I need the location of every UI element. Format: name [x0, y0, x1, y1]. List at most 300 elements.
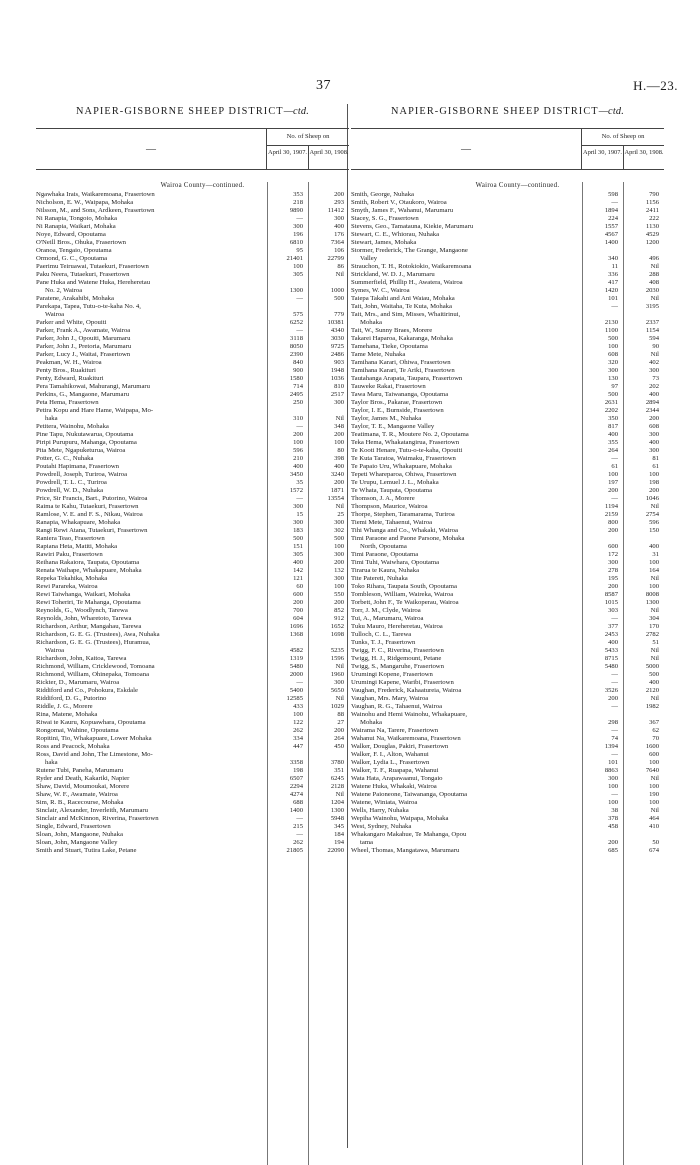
sheep-1908-value: 86 — [337, 263, 344, 270]
table-row — [351, 407, 664, 415]
owner-name — [351, 295, 582, 303]
sheep-1907-value: 11 — [611, 263, 618, 270]
table-row — [36, 455, 349, 463]
sheep-1908-value: 408 — [649, 279, 659, 286]
sheep-1907-value: 200 — [608, 527, 618, 534]
sheep-1908-value: Nil — [335, 663, 344, 670]
owner-name — [351, 655, 582, 663]
sheep-1908-value: 3240 — [330, 471, 344, 478]
sheep-1908-value: 1982 — [645, 703, 659, 710]
sheep-1907-value: 1400 — [604, 239, 618, 246]
table-row — [36, 623, 349, 631]
sheep-1908-value: 300 — [649, 367, 659, 374]
owner-name-text: Tamihana Karari, Ohiwa, Frasertown — [351, 359, 451, 366]
sheep-1908-value: 200 — [649, 415, 659, 422]
sheep-1908-value: 11412 — [327, 207, 344, 214]
table-row — [36, 239, 349, 247]
sheep-1908-value: 500 — [334, 535, 344, 542]
sheep-1907-value: 305 — [293, 551, 303, 558]
sheep-1907-value: 196 — [293, 231, 303, 238]
owner-name-text: Tamihana Karari, Te Ariki, Frasertown — [351, 367, 455, 374]
table-row — [351, 295, 664, 303]
sheep-1907-value: — — [611, 727, 618, 734]
sheep-1908-value: 8008 — [645, 591, 659, 598]
sheep-1907-value: 350 — [608, 415, 618, 422]
owner-name-text: Ni Ranapia, Tongoio, Mohaka — [36, 215, 117, 222]
sheep-1907-value: — — [296, 423, 303, 430]
owner-name — [36, 695, 267, 703]
table-row — [351, 335, 664, 343]
sheep-1908-value: 1698 — [330, 631, 344, 638]
sheep-1907-value: 9890 — [289, 207, 303, 214]
sheep-1908-value: 300 — [334, 551, 344, 558]
owner-name — [351, 615, 582, 623]
sheep-1908-value: 5948 — [330, 815, 344, 822]
sheep-1907-value: 101 — [608, 759, 618, 766]
sheep-1908-value: 1036 — [330, 375, 344, 382]
owner-name-text: Single, Edward, Frasertown — [36, 823, 111, 830]
sheep-1907-value: 100 — [293, 439, 303, 446]
sheep-1908-value: Nil — [650, 807, 659, 814]
sheep-1908-value: Nil — [650, 607, 659, 614]
sheep-1907-value: 433 — [293, 703, 303, 710]
owner-name — [36, 351, 267, 359]
table-row — [351, 727, 664, 735]
owner-name — [351, 847, 582, 855]
owner-name — [36, 431, 267, 439]
table-row — [36, 847, 349, 855]
owner-name-text: Rewi Parareka, Wairoa — [36, 583, 98, 590]
sheep-1908-value: 176 — [334, 231, 344, 238]
sheep-1907-value: 200 — [608, 487, 618, 494]
owner-name-text: Tuku Mauro, Hereheretau, Wairoa — [351, 623, 443, 630]
sheep-1907-value: 151 — [293, 543, 303, 550]
table-row — [351, 695, 664, 703]
owner-name — [36, 335, 267, 343]
owner-name — [36, 231, 267, 239]
table-row — [351, 535, 664, 551]
sheep-1908-value: 25 — [337, 511, 344, 518]
sheep-1908-value: 4340 — [330, 327, 344, 334]
sheep-1908-value: 200 — [334, 599, 344, 606]
sheep-1907-value: 600 — [293, 591, 303, 598]
owner-name-text: Vaughan, Frederick, Kahaatureia, Wairoa — [351, 687, 462, 694]
sheep-1907-value: 6810 — [289, 239, 303, 246]
sheep-1908-value: Nil — [335, 415, 344, 422]
owner-name-text: Ross and Peacock, Mohaka — [36, 743, 110, 750]
owner-name-text: Twigg, S., Mangaruhe, Frasertown — [351, 663, 444, 670]
sheep-1907-value: 598 — [608, 191, 618, 198]
sheep-1908-value: 4529 — [645, 231, 659, 238]
sheep-1907-value: — — [296, 831, 303, 838]
table-row — [351, 607, 664, 615]
sheep-1908-value: 464 — [649, 815, 659, 822]
sheep-1907-value: 200 — [608, 583, 618, 590]
owner-name — [36, 367, 267, 375]
table-row — [351, 503, 664, 511]
sheep-1907-value: 101 — [608, 295, 618, 302]
table-row — [36, 559, 349, 567]
sheep-1907-value: 5400 — [289, 687, 303, 694]
owner-name-text: Takarei Haparoa, Kakaranga, Mohaka — [351, 335, 453, 342]
table-row — [36, 263, 349, 271]
table-row — [351, 191, 664, 199]
sheep-1907-value: — — [296, 215, 303, 222]
sheep-1908-value: 550 — [334, 591, 344, 598]
table-body — [36, 182, 349, 855]
table-row — [36, 663, 349, 671]
sheep-1907-value: — — [611, 751, 618, 758]
sheep-1907-value: 264 — [608, 447, 618, 454]
owner-name-text: Wells, Harry, Nuhaka — [351, 807, 409, 814]
table-row — [36, 359, 349, 367]
sheep-1907-value: 15 — [296, 511, 303, 518]
owner-name-text: Walker, F. I., Alton, Wahanui — [351, 751, 429, 758]
year-1908-header: April 30, 1908. — [308, 146, 349, 169]
sheep-1908-value: 500 — [334, 295, 344, 302]
table-row — [36, 735, 349, 743]
sheep-1908-value: 2411 — [646, 207, 659, 214]
table-row — [36, 639, 349, 655]
table-row — [351, 263, 664, 271]
owner-name — [36, 391, 267, 399]
owner-name-text: Wata Hata, Arapawaanui, Tongaio — [351, 775, 443, 782]
owner-name — [36, 575, 267, 583]
owner-name — [36, 423, 267, 431]
sheep-1907-value: 575 — [293, 311, 303, 318]
owner-name — [351, 479, 582, 487]
sheep-1908-value: 400 — [334, 223, 344, 230]
sheep-1907-value: — — [611, 671, 618, 678]
owner-name — [351, 527, 582, 535]
table-row — [351, 351, 664, 359]
table-row — [351, 447, 664, 455]
table-row — [351, 559, 664, 567]
sheep-1908-value: 22799 — [327, 255, 344, 262]
owner-name — [36, 687, 267, 695]
sheep-1908-value: 100 — [649, 759, 659, 766]
sheep-1908-value: 202 — [649, 383, 659, 390]
sheep-1907-value: 300 — [293, 519, 303, 526]
sheep-1907-value: 200 — [608, 839, 618, 846]
sheep-1907-value: 215 — [293, 823, 303, 830]
table-row — [36, 487, 349, 495]
table-row — [351, 751, 664, 759]
owner-name-text: Smith, Robert V., Otaukoro, Wairoa — [351, 199, 447, 206]
owner-name — [36, 807, 267, 815]
sheep-1907-value: 74 — [611, 735, 618, 742]
owner-name — [351, 831, 582, 847]
sheep-1907-value: 1319 — [289, 655, 303, 662]
owner-name — [351, 215, 582, 223]
sheep-1907-value: 100 — [608, 799, 618, 806]
owner-name — [36, 543, 267, 551]
table-row — [351, 575, 664, 583]
sheep-1908-value: 164 — [649, 567, 659, 574]
owner-name — [351, 623, 582, 631]
table-row — [351, 655, 664, 663]
table-row — [351, 823, 664, 831]
owner-name — [351, 279, 582, 287]
sheep-1907-value: 1572 — [289, 487, 303, 494]
owner-name — [351, 751, 582, 759]
owner-name — [351, 415, 582, 423]
owner-name-text: Rewi Taiwhanga, Waikari, Mohaka — [36, 591, 131, 598]
owner-name-text: Vaughan, Mrs. Mary, Wairoa — [351, 695, 429, 702]
sheep-1908-value: 200 — [334, 191, 344, 198]
sheep-1908-value: 100 — [649, 583, 659, 590]
owner-name — [351, 447, 582, 455]
sheep-1907-value: 8587 — [604, 591, 618, 598]
owner-name-text: Pera Tamahikowai, Mahurangi, Marumaru — [36, 383, 150, 390]
table-row — [351, 807, 664, 815]
owner-name — [36, 655, 267, 663]
table-row — [36, 191, 349, 199]
sheep-1907-value: 21805 — [286, 847, 303, 854]
owner-name — [36, 503, 267, 511]
owner-name-text: Shaw, David, Moumoukai, Morere — [36, 783, 130, 790]
table-row — [36, 751, 349, 767]
sheep-1908-value: 200 — [334, 479, 344, 486]
owner-name — [36, 591, 267, 599]
sheep-1907-value: 200 — [293, 431, 303, 438]
sheep-1907-value: 400 — [293, 463, 303, 470]
sheep-1908-value: 13554 — [327, 495, 344, 502]
sheep-1907-value: — — [611, 455, 618, 462]
owner-name — [351, 247, 582, 263]
sheep-1907-value: 1557 — [604, 223, 618, 230]
table-row — [36, 327, 349, 335]
sheep-1908-value: 3780 — [330, 759, 344, 766]
owner-name-text: Nicholson, E. W., Waipapa, Mohaka — [36, 199, 134, 206]
owner-name-text: Rongomai, Wahine, Opoutama — [36, 727, 119, 734]
table-row — [36, 567, 349, 575]
table-row — [351, 207, 664, 215]
table-row — [36, 367, 349, 375]
sheep-1907-value: 122 — [293, 719, 303, 726]
owner-name-text: Taiepa Takahi and Ani Waiau, Mohaka — [351, 295, 455, 302]
sheep-1908-value: 2894 — [645, 399, 659, 406]
sheep-count-header — [266, 129, 349, 169]
sheep-1908-value: 496 — [649, 255, 659, 262]
owner-name-text: Taylor Bros., Pakarae, Frasertown — [351, 399, 443, 406]
owner-name-text: Wepiha Wainohu, Waipapa, Mohaka — [351, 815, 449, 822]
sheep-1908-value: 6245 — [330, 775, 344, 782]
sheep-1908-value: 31 — [652, 551, 659, 558]
table-row — [36, 335, 349, 343]
owner-name-text: Riddle, J. G., Morere — [36, 703, 93, 710]
owner-name — [351, 663, 582, 671]
sheep-1908-value: 367 — [649, 719, 659, 726]
owner-name — [36, 511, 267, 519]
sheep-1908-value: 1046 — [645, 495, 659, 502]
sheep-1907-value: 2495 — [289, 391, 303, 398]
table-header — [351, 128, 664, 170]
owner-name-continuation: Valley — [360, 255, 378, 262]
owner-name-text: Thompson, Maurice, Wairoa — [351, 503, 428, 510]
sheep-1908-value: 596 — [649, 519, 659, 526]
owner-name-text: Richardson, John, Kaitoa, Tarewa — [36, 655, 127, 662]
sheep-1907-value: 4567 — [604, 231, 618, 238]
table-row — [36, 791, 349, 799]
sheep-1907-value: 224 — [608, 215, 618, 222]
sheep-1908-value: 450 — [334, 743, 344, 750]
county-subheading: Wairoa County—continued. — [475, 182, 560, 189]
sheep-1907-value: 5480 — [604, 663, 618, 670]
column-heading: NAPIER-GISBORNE SHEEP DISTRICT—ctd. — [76, 106, 309, 117]
owner-name-text: Piripi Purupuru, Mahanga, Opoutama — [36, 439, 137, 446]
sheep-1908-value: 300 — [649, 447, 659, 454]
sheep-1907-value: — — [611, 679, 618, 686]
owner-name — [36, 199, 267, 207]
owner-name-text: Ryder and Death, Kakariki, Napier — [36, 775, 130, 782]
owner-name-text: Tombleson, William, Waireka, Wairoa — [351, 591, 454, 598]
table-row — [36, 727, 349, 735]
table-row — [351, 631, 664, 639]
table-row — [36, 615, 349, 623]
table-row — [351, 639, 664, 647]
sheep-1907-value: 1894 — [604, 207, 618, 214]
owner-name-text: Tunks, T. J., Frasertown — [351, 639, 416, 646]
table-row — [351, 759, 664, 767]
sheep-1907-value: — — [296, 679, 303, 686]
owner-name-text: Powdrell, T. L. C., Turiroa — [36, 479, 107, 486]
sheep-1907-value: 400 — [608, 431, 618, 438]
table-row — [36, 543, 349, 551]
sheep-1907-value: 1420 — [604, 287, 618, 294]
owner-name-text: Walker, T. F., Ruapapa, Wahanui — [351, 767, 439, 774]
owner-name-text: Tulloch, C. L., Tarewa — [351, 631, 412, 638]
sheep-1908-value: 264 — [334, 735, 344, 742]
owner-name-text: Ramlose, V. E. and F. S., Nikau, Wairoa — [36, 511, 143, 518]
owner-name — [36, 447, 267, 455]
owner-name — [351, 791, 582, 799]
owner-name-text: Rawiri Paku, Frasertown — [36, 551, 103, 558]
sheep-1908-value: 345 — [334, 823, 344, 830]
table-row — [36, 767, 349, 775]
owner-name — [36, 487, 267, 495]
owner-name-text: Penty Bros., Ruakituri — [36, 367, 96, 374]
owner-name-text: Tite Patereti, Nuhaka — [351, 575, 408, 582]
owner-name — [36, 215, 267, 223]
owner-name — [36, 767, 267, 775]
sheep-1907-value: 500 — [608, 335, 618, 342]
sheep-1907-value: 1580 — [289, 375, 303, 382]
owner-name-text: Rutene Tubi, Paneha, Marumaru — [36, 767, 124, 774]
sheep-1908-value: 351 — [334, 767, 344, 774]
sheep-1907-value: 100 — [608, 471, 618, 478]
sheep-1908-value: 10381 — [327, 319, 344, 326]
owner-name — [36, 823, 267, 831]
owner-name — [351, 367, 582, 375]
county-subheading: Wairoa County—continued. — [160, 182, 245, 189]
owner-name — [351, 583, 582, 591]
sheep-1908-value: 100 — [649, 559, 659, 566]
table-row — [351, 471, 664, 479]
owner-name — [351, 759, 582, 767]
owner-name-text: Richardson, Arthur, Mangahau, Tarewa — [36, 623, 142, 630]
sheep-1908-value: 790 — [649, 191, 659, 198]
sheep-1907-value: 685 — [608, 847, 618, 854]
sheep-1907-value: 6507 — [289, 775, 303, 782]
sheep-1908-value: 7640 — [645, 767, 659, 774]
sheep-1908-value: 81 — [652, 455, 659, 462]
table-row — [351, 367, 664, 375]
owner-name — [36, 399, 267, 407]
owner-name-text: Peta Hema, Frasertown — [36, 399, 99, 406]
sheep-1908-value: 50 — [652, 839, 659, 846]
owner-name — [351, 535, 582, 551]
table-row — [36, 575, 349, 583]
sheep-1907-value: 1194 — [605, 503, 618, 510]
table-row — [351, 327, 664, 335]
owner-name-text: Timi Paraone, Opoutama — [351, 551, 419, 558]
sheep-1907-value: 100 — [608, 783, 618, 790]
owner-name-text: Pita Mete, Ngapuketurua, Wairoa — [36, 447, 126, 454]
table-row — [36, 479, 349, 487]
table-row — [36, 671, 349, 679]
sheep-1907-value: 334 — [293, 735, 303, 742]
owner-name-text: Parker, Lucy J., Waitai, Frasertown — [36, 351, 131, 358]
table-row — [351, 799, 664, 807]
sheep-1908-value: 2517 — [330, 391, 344, 398]
owner-name-text: Riwai te Kauru, Kopuawhara, Opoutama — [36, 719, 146, 726]
sheep-1907-value: 195 — [608, 575, 618, 582]
owner-name — [351, 647, 582, 655]
sheep-1908-value: 132 — [334, 567, 344, 574]
sheep-1907-value: 303 — [608, 607, 618, 614]
sheep-1907-value: 300 — [608, 367, 618, 374]
sheep-1908-value: 1300 — [330, 807, 344, 814]
table-row — [351, 567, 664, 575]
sheep-1908-value: 5235 — [330, 647, 344, 654]
table-row — [351, 383, 664, 391]
owner-name-text: Shaw, W. F., Awamate, Wairoa — [36, 791, 118, 798]
sheep-1908-value: 1871 — [330, 487, 344, 494]
sheep-1907-value: 2294 — [289, 783, 303, 790]
owner-name — [36, 815, 267, 823]
sheep-1908-value: 1600 — [645, 743, 659, 750]
sheep-1907-value: 400 — [293, 559, 303, 566]
owner-name — [36, 239, 267, 247]
table-row — [351, 463, 664, 471]
owner-name-text: Parker, Frank A., Awamate, Wairoa — [36, 327, 131, 334]
sheep-1907-value: 2453 — [604, 631, 618, 638]
sheep-1907-value: — — [296, 815, 303, 822]
sheep-1907-value: 6252 — [289, 319, 303, 326]
owner-name-text: Timi Paraone and Paone Parsone, Mohaka — [351, 535, 465, 542]
owner-name-text: Thorpe, Stephen, Taramarama, Turiroa — [351, 511, 455, 518]
sheep-1908-value: 608 — [649, 423, 659, 430]
sheep-1908-value: 1130 — [646, 223, 659, 230]
owner-name — [36, 703, 267, 711]
sheep-1908-value: 300 — [334, 215, 344, 222]
owner-name — [351, 191, 582, 199]
sheep-1908-value: 3195 — [645, 303, 659, 310]
sheep-1907-value: — — [611, 615, 618, 622]
owner-name-text: Tawa Maru, Taiwananga, Opoutama — [351, 391, 449, 398]
owner-name-text: West, Sydney, Nuhaka — [351, 823, 412, 830]
sheep-1907-value: 458 — [608, 823, 618, 830]
owner-name — [351, 767, 582, 775]
sheep-1908-value: 170 — [649, 623, 659, 630]
sheep-1907-value: 2390 — [289, 351, 303, 358]
sheep-1907-value: 200 — [608, 695, 618, 702]
sheep-1907-value: 378 — [608, 815, 618, 822]
owner-name — [351, 391, 582, 399]
owner-name — [36, 831, 267, 839]
table-row — [36, 679, 349, 687]
